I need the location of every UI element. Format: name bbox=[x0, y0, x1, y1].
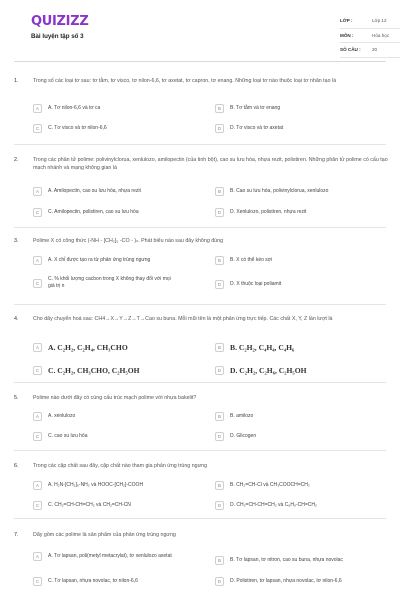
meta-label: SỐ CÂU : bbox=[340, 47, 361, 53]
option-text: D. CH₂=CH-CH=CH₂ và C₆H₅-CH=CH₂ bbox=[230, 502, 317, 508]
option-letter: D bbox=[215, 501, 224, 510]
option-text: C. cao su lưu hóa bbox=[48, 433, 88, 439]
question-text: Trong các cặp chất sau đây, cặp chất nào tham gia phản ứng trùng ngưng bbox=[33, 463, 208, 469]
option-letter: A bbox=[33, 412, 42, 421]
option-letter: C bbox=[33, 577, 42, 586]
option-text: A. Tơ nilon-6,6 và tơ ca bbox=[48, 105, 101, 111]
option-d[interactable] bbox=[215, 577, 342, 586]
question-number: 4. bbox=[14, 316, 19, 322]
question-number: 3. bbox=[14, 238, 19, 244]
option-d[interactable] bbox=[215, 501, 317, 510]
option-c[interactable] bbox=[33, 501, 131, 510]
option-b[interactable] bbox=[215, 104, 280, 113]
option-text: C. Tơ lapsan, nhựa novolac, tơ nilon-6,6 bbox=[48, 578, 138, 584]
meta-row-count bbox=[340, 43, 400, 58]
question-divider bbox=[14, 450, 386, 451]
option-text: C. % khối lượng cacbon trong X không thay đổi với mọi giá trị n bbox=[48, 276, 171, 289]
option-c[interactable] bbox=[33, 577, 138, 586]
question-divider bbox=[14, 382, 386, 383]
option-letter: B bbox=[215, 556, 224, 565]
option-c[interactable] bbox=[33, 124, 107, 133]
worksheet-meta bbox=[340, 14, 400, 58]
option-letter: A bbox=[33, 343, 42, 352]
question-divider bbox=[14, 144, 386, 145]
question-number: 5. bbox=[14, 395, 19, 401]
question-number: 7. bbox=[14, 532, 19, 538]
option-text: A. Tơ lapsan, poli(metyl metacrylat), tơ xenlulozo axetat bbox=[48, 553, 172, 559]
question-text: Trong số các loại tơ sau: tơ tằm, tơ visco, tơ nilon-6,6, tơ axetat, tơ capron, tơ enang. Những loại tơ nào thuộc loại tơ nhân tạo là bbox=[33, 78, 337, 84]
option-text: D. X thuộc loại poliamit bbox=[230, 281, 282, 287]
option-text: D. Xenlulozo, polistiren, nhựa rezit bbox=[230, 209, 307, 215]
option-d[interactable] bbox=[215, 208, 306, 217]
option-text: B. C₂H₂, C₄H₄, C₄H₆ bbox=[230, 343, 295, 352]
option-letter: C bbox=[33, 366, 42, 375]
option-text: B. Tơ lapsan, tơ nitron, cao su buna, nhựa novolac bbox=[230, 557, 343, 563]
option-d[interactable] bbox=[215, 280, 281, 289]
option-text: B. X có thể kéo sợi bbox=[230, 257, 273, 263]
option-letter: D bbox=[215, 124, 224, 133]
option-letter: C bbox=[33, 432, 42, 441]
option-letter: B bbox=[215, 187, 224, 196]
option-text: B. CH₂=CH-Cl và CH₃COOCH=CH₂ bbox=[230, 482, 310, 488]
question-text: Polime nào dưới đây có cùng cấu trúc mạch polime với nhựa bakelit? bbox=[33, 395, 197, 401]
option-c[interactable] bbox=[33, 276, 178, 290]
meta-row-subject bbox=[340, 29, 400, 44]
option-b[interactable] bbox=[215, 256, 272, 265]
option-c[interactable] bbox=[33, 208, 139, 217]
question-text: Cho dãy chuyển hoá sau: CH4→X→Y→Z→T→Cao su buna. Mỗi mũi tên là một phản ứng trực tiếp. Các chất X, Y, Z lần lượt là bbox=[33, 316, 333, 322]
question-divider bbox=[14, 518, 386, 519]
question-text: Trong các phân tử polime: polivinylclorua, xenlulozo, amilopectin (của tinh bột), cao su lưu hóa, nhựa rezit, polistiren. Những phân tử polime có cấu tạo mạch nhánh và mạng không gian là bbox=[33, 157, 388, 171]
question-divider bbox=[14, 304, 386, 305]
option-text: A. H₂N-[CH₂]₆-NH₂ và HOOC-[CH₂]-COOH bbox=[48, 482, 144, 488]
option-letter: C bbox=[33, 208, 42, 217]
option-letter: D bbox=[215, 432, 224, 441]
question-number: 1. bbox=[14, 78, 19, 84]
option-letter: C bbox=[33, 501, 42, 510]
meta-value: Lớp 12 bbox=[372, 18, 387, 24]
option-text: B. Tơ tằm và tơ enang bbox=[230, 105, 281, 111]
quizizz-logo: QUIZIZZ bbox=[31, 14, 89, 29]
option-letter: B bbox=[215, 256, 224, 265]
meta-value: Hóa học bbox=[372, 32, 390, 38]
option-letter: B bbox=[215, 481, 224, 490]
meta-value: 20 bbox=[372, 47, 378, 53]
option-a[interactable] bbox=[33, 256, 150, 265]
option-b[interactable] bbox=[215, 343, 294, 352]
option-letter: A bbox=[33, 552, 42, 561]
meta-label: MÔN : bbox=[340, 32, 354, 38]
question-divider bbox=[14, 227, 386, 228]
option-text: A. C₂H₂, C₂H₄, CH₃CHO bbox=[48, 343, 128, 352]
option-c[interactable] bbox=[33, 432, 87, 441]
option-a[interactable] bbox=[33, 552, 208, 561]
option-letter: D bbox=[215, 208, 224, 217]
option-b[interactable] bbox=[215, 481, 310, 490]
option-a[interactable] bbox=[33, 412, 75, 421]
option-text: C. C₂H₂, CH₃CHO, C₂H₅OH bbox=[48, 366, 140, 375]
option-text: B. amilozo bbox=[230, 413, 254, 419]
option-d[interactable] bbox=[215, 366, 307, 375]
option-letter: A bbox=[33, 104, 42, 113]
worksheet-title: Bài luyện tập số 3 bbox=[31, 33, 84, 40]
option-letter: D bbox=[215, 366, 224, 375]
option-text: A. xenlulozo bbox=[48, 413, 76, 419]
option-letter: D bbox=[215, 577, 224, 586]
option-letter: B bbox=[215, 412, 224, 421]
option-letter: A bbox=[33, 256, 42, 265]
option-text: D. Polistiren, tơ lapsan, nhựa novolac, tơ nilon-6,6 bbox=[230, 578, 342, 584]
option-text: D. Tơ visco và tơ axetat bbox=[230, 125, 284, 131]
option-letter: C bbox=[33, 279, 42, 288]
option-b[interactable] bbox=[215, 556, 343, 565]
option-letter: B bbox=[215, 104, 224, 113]
option-letter: C bbox=[33, 124, 42, 133]
option-text: C. CH₂=CH-CH=CH₂ và CH₂=CH-CN bbox=[48, 502, 131, 508]
option-letter: B bbox=[215, 343, 224, 352]
option-a[interactable] bbox=[33, 104, 100, 113]
option-d[interactable] bbox=[215, 432, 256, 441]
option-letter: D bbox=[215, 280, 224, 289]
option-a[interactable] bbox=[33, 343, 128, 352]
meta-label: LỚP : bbox=[340, 18, 353, 24]
question-text: Polime X có công thức (-NH - [CH₂]₅ -CO - )ₙ. Phát biểu nào sau đây không đúng bbox=[33, 238, 224, 244]
option-text: A. X chỉ được tạo ra từ phản ứng trùng ngưng bbox=[48, 257, 151, 263]
option-b[interactable] bbox=[215, 412, 253, 421]
question-number: 2. bbox=[14, 157, 19, 163]
option-text: B. Cao su lưu hóa, polivinylclorua, xenlulozo bbox=[230, 188, 329, 194]
option-text: D. C₂H₂, C₂H₆, C₂H₅OH bbox=[230, 366, 307, 375]
option-d[interactable] bbox=[215, 124, 283, 133]
option-b[interactable] bbox=[215, 187, 328, 196]
option-c[interactable] bbox=[33, 366, 140, 375]
worksheet-header bbox=[14, 0, 390, 62]
option-text: C. Amilopectin, polistiren, cao su lưu hóa bbox=[48, 209, 139, 215]
question-text: Dãy gồm các polime là sản phẩm của phản ứng trùng ngưng bbox=[33, 532, 176, 538]
option-letter: A bbox=[33, 187, 42, 196]
option-a[interactable] bbox=[33, 187, 141, 196]
meta-row-class bbox=[340, 14, 400, 29]
option-a[interactable] bbox=[33, 481, 143, 490]
option-text: A. Amilopectin, cao su lưu hóa, nhựa rezit bbox=[48, 188, 141, 194]
option-text: D. Glicogen bbox=[230, 433, 257, 439]
option-text: C. Tơ visco và tơ nilon-6,6 bbox=[48, 125, 107, 131]
option-letter: A bbox=[33, 481, 42, 490]
question-number: 6. bbox=[14, 463, 19, 469]
